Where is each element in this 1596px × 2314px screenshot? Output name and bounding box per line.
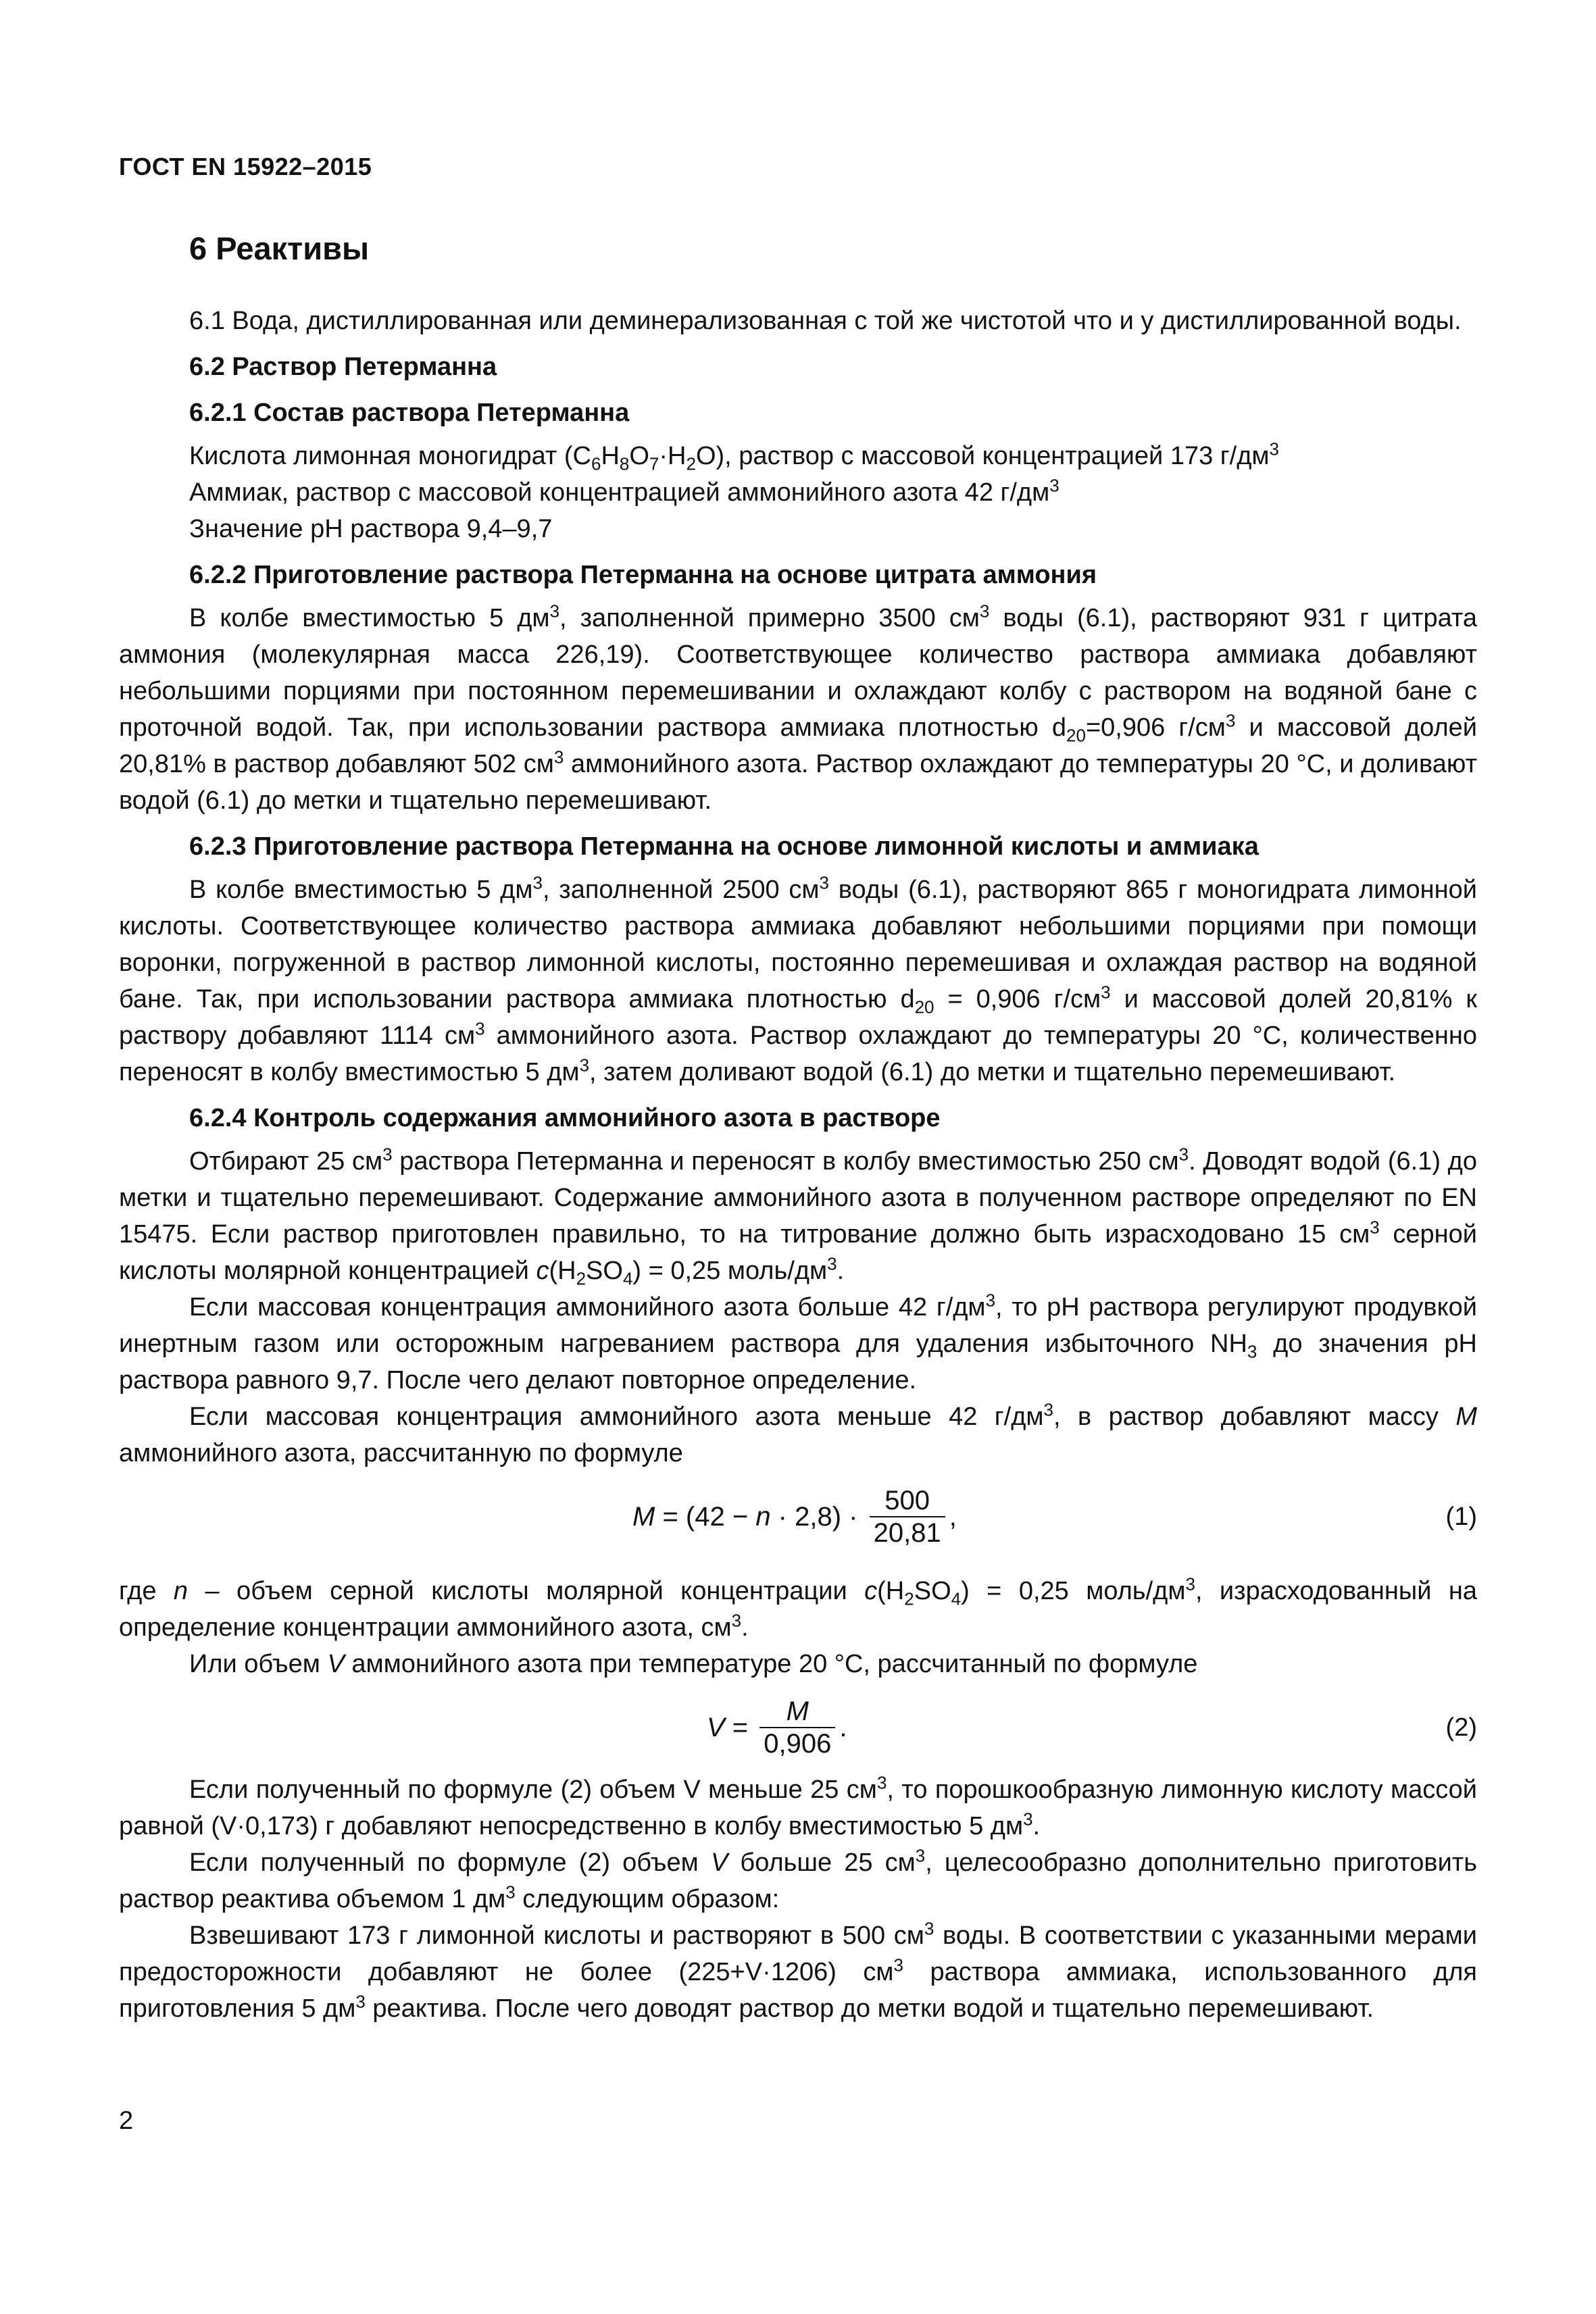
paragraph-or-volume: Или объем V аммонийного азота при температуре 20 °С, рассчитанный по формуле xyxy=(189,1650,1198,1678)
page-number: 2 xyxy=(119,2107,134,2135)
paragraph-6-2-3: В колбе вместимостью 5 $дм^3$, заполненной 2500 $см^3$ воды (6.1), растворяют 865 г моногидрата лимонной кислоты. Соответствующее количество раствора аммиака добавляют небольшими порциями при помощи воронки, погруженной в раствор лимонной кислоты, постоянно перемешивая и охлаждая раствор на водяной бане. Так, при использовании раствора аммиака плотностью $d_{20} = 0,906$ $г/см^3$ и массовой долей 20,81% к раствору добавляют 1114 $см^3$ аммонийного азота. Раствор охлаждают до температуры 20 °С, количественно переносят в колбу вместимостью 5 $дм^3$, затем доливают водой (6.1) до метки и тщательно перемешивают. xyxy=(119,872,1477,1086)
document-body xyxy=(119,303,1477,2027)
formula-2: V = $\frac{M}{0,906}$ . xyxy=(707,1696,847,1759)
composition-line-3: Значение pH раствора 9,4–9,7 xyxy=(189,515,553,543)
heading-6-2-4: 6.2.4 Контроль содержания аммонийного азота в растворе xyxy=(189,1104,941,1132)
paragraph-6-2-4-deficit: Если массовая концентрация аммонийного азота меньше 42 $г/дм^3$, в раствор добавляют массу M аммонийного азота, рассчитанную по формуле xyxy=(119,1399,1478,1467)
heading-6-2-1: 6.2.1 Состав раствора Петерманна xyxy=(189,399,630,427)
formula-1: M = (42 − n · 2,8) · $\frac{500}{20,81}$ , xyxy=(632,1486,957,1548)
composition-line-1: Кислота лимонная моногидрат $(C_6H_8O_7\cdot H_2O)$, раствор с массовой концентрацией 173 $г/дм^3$ xyxy=(189,438,1279,474)
heading-6-2: 6.2 Раствор Петерманна xyxy=(189,353,497,381)
paragraph-6-2-4-sampling: Отбирают 25 $см^3$ раствора Петерманна и переносят в колбу вместимостью 250 $см^3$. Доводят водой (6.1) до метки и тщательно перемешивают. Содержание аммонийного азота в полученном растворе определяют по EN 15475. Если раствор приготовлен правильно, то на титрование должно быть израсходовано 15 $см^3$ серной кислоты молярной концентрацией $c(H_2SO_4) = 0,25$ моль/$дм^3$. xyxy=(119,1144,1478,1289)
paragraph-where: где n – объем серной кислоты молярной концентрации $c(H_2SO_4) = 0,25$ моль/$дм^3$, израсходованный на определение концентрации аммонийного азота, $см^3$. xyxy=(119,1574,1477,1642)
composition-line-2: Аммиак, раствор с массовой концентрацией аммонийного азота 42 $г/дм^3$ xyxy=(189,475,1059,507)
formula-2-row xyxy=(119,1682,1477,1771)
heading-6-2-2: 6.2.2 Приготовление раствора Петерманна на основе цитрата аммония xyxy=(189,561,1097,589)
heading-6-2-3: 6.2.3 Приготовление раствора Петерманна на основе лимонной кислоты и аммиака xyxy=(189,832,1259,861)
formula-2-fraction: $\frac{M}{0,906}$ xyxy=(759,1696,835,1759)
formula-2-number: (2) xyxy=(1445,1713,1477,1742)
paragraph-if-more: Если полученный по формуле (2) объем V больше 25 $см^3$, целесообразно дополнительно приготовить раствор реактива объемом 1 $дм^3$ следующим образом: xyxy=(119,1845,1477,1913)
section-title: 6 Реактивы xyxy=(189,230,370,266)
formula-1-fraction: $\frac{500}{20,81}$ xyxy=(870,1485,945,1549)
formula-1-number: (1) xyxy=(1445,1503,1477,1531)
formula-1-row xyxy=(119,1472,1477,1573)
paragraph-if-less: Если полученный по формуле (2) объем V меньше 25 $см^3$, то порошкообразную лимонную кислоту массой равной (V·0,173) г добавляют непосредственно в колбу вместимостью 5 $дм^3$. xyxy=(119,1772,1477,1840)
document-code: ГОСТ EN 15922–2015 xyxy=(119,153,372,180)
paragraph-6-2-4-excess: Если массовая концентрация аммонийного азота больше 42 $г/дм^3$, то pH раствора регулируют продувкой инертным газом или осторожным нагреванием раствора для удаления избыточного $NH_3$ до значения pH раствора равного 9,7. После чего делают повторное определение. xyxy=(119,1290,1477,1394)
paragraph-6-1: 6.1 Вода, дистиллированная или деминерализованная с той же чистотой что и у дистиллированной воды. xyxy=(189,307,1462,335)
paragraph-weigh: Взвешивают 173 г лимонной кислоты и растворяют в 500 $см^3$ воды. В соответствии с указанными мерами предосторожности добавляют не более (225+V·1206) $см^3$ раствора аммиака, использованного для приготовления 5 $дм^3$ реактива. После чего доводят раствор до метки водой и тщательно перемешивают. xyxy=(119,1918,1477,2023)
paragraph-6-2-2: В колбе вместимостью 5 $дм^3$, заполненной примерно 3500 $см^3$ воды (6.1), растворяют 931 г цитрата аммония (молекулярная масса 226,19). Соответствующее количество раствора аммиака добавляют небольшими порциями при постоянном перемешивании и охлаждают колбу с раствором на водяной бане с проточной водой. Так, при использовании раствора аммиака плотностью $d_{20}=0,906$ $г/см^3$ и массовой долей 20,81% в раствор добавляют 502 $см^3$ аммонийного азота. Раствор охлаждают до температуры 20 °С, и доливают водой (6.1) до метки и тщательно перемешивают. xyxy=(119,601,1478,815)
